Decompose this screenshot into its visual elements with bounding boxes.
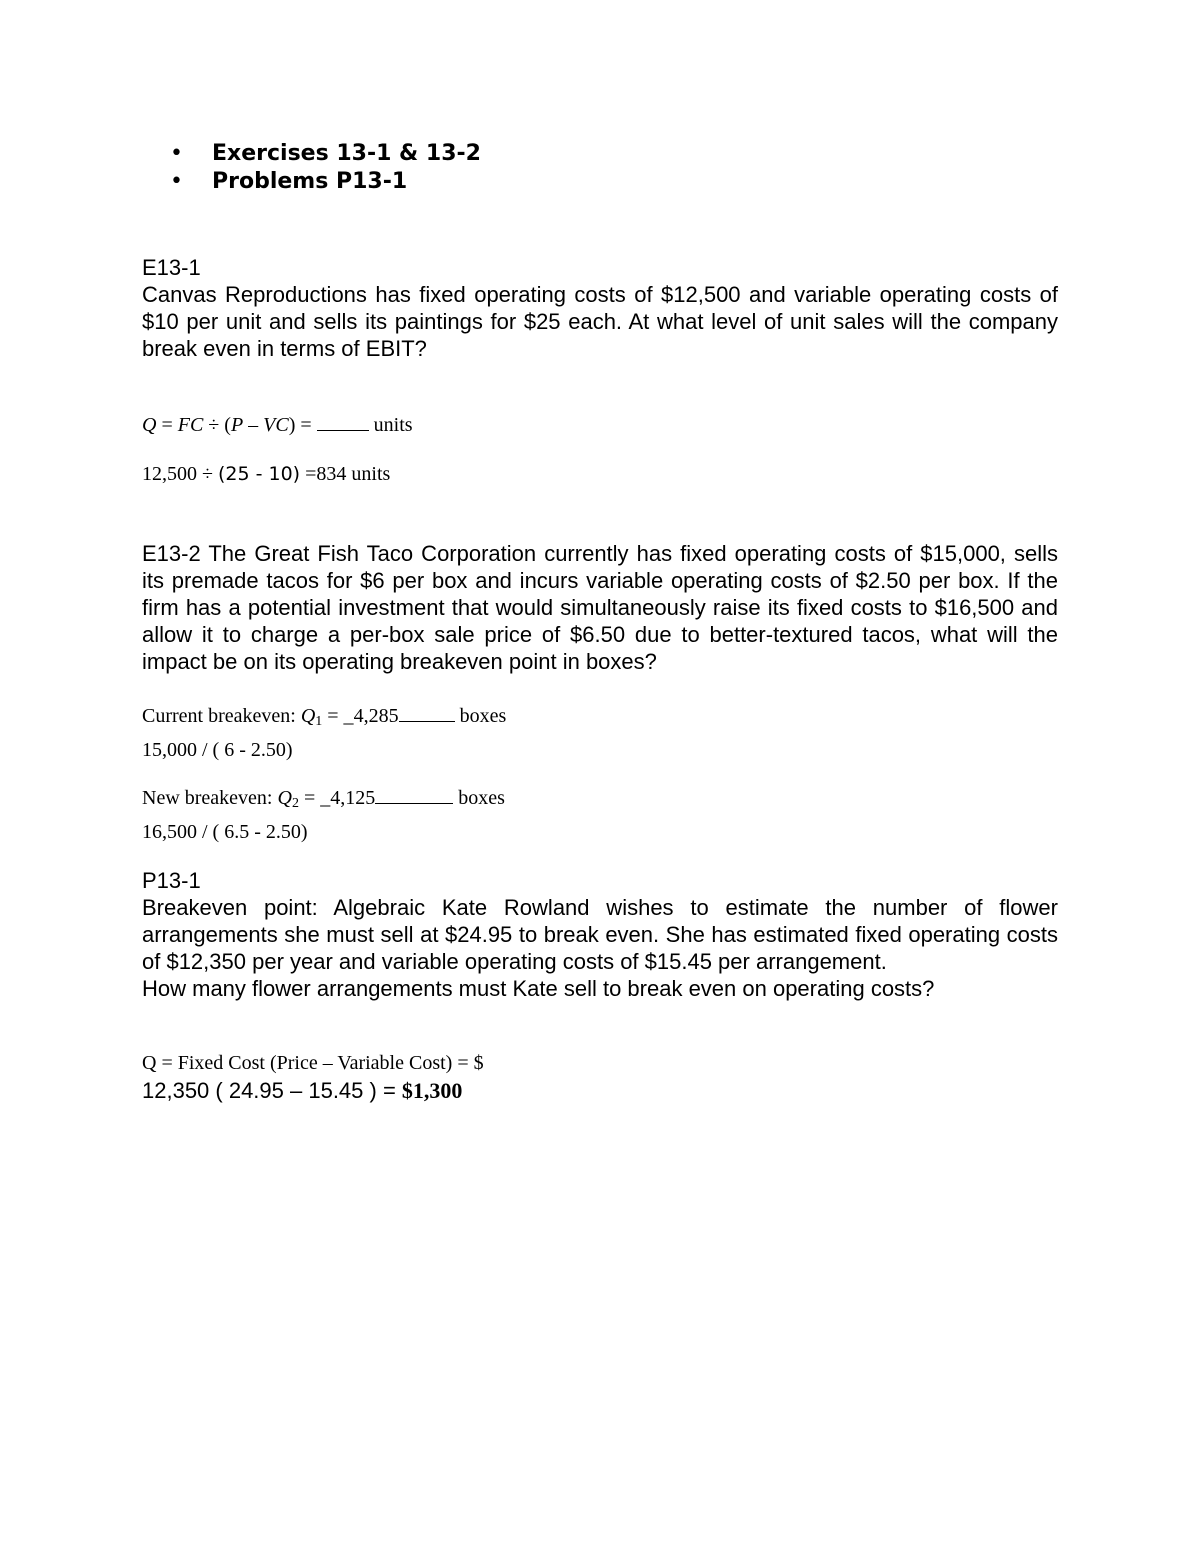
answer-blank [317, 412, 369, 431]
e13-2-question: E13-2 The Great Fish Taco Corporation currently has fixed operating costs of $15,000, sells its premade tacos for $6 per box and incurs variable operating costs of $2.50 per box. If the firm has a potential investment that would simultaneously raise its fixed costs to $16,500 and allow it to charge a per-box sale price of $6.50 due to better-textured tacos, what will the impact be on its operating breakeven point in boxes? [142, 541, 1058, 674]
p13-1-prompt: How many flower arrangements must Kate sell to break even on operating costs? [142, 976, 935, 1001]
bullet-list [170, 140, 481, 196]
bullet-icon: • [170, 169, 183, 194]
p13-1-heading: P13-1 [142, 868, 201, 893]
e13-1-question: Canvas Reproductions has fixed operating costs of $12,500 and variable operating costs of $10 per unit and sells its paintings for $25 each. At what level of unit sales will the company break even in terms of EBIT? [142, 282, 1058, 361]
p13-1-answer: 12,350 ( 24.95 – 15.45 ) = $1,300 [142, 1078, 463, 1103]
bullet-icon: • [170, 141, 183, 166]
e13-1-answer: 12,500 ÷ (25 - 10) =834 units [142, 463, 391, 485]
p13-1-question: Breakeven point: Algebraic Kate Rowland wishes to estimate the number of flower arrangements she must sell at $24.95 to break even. She has estimated fixed operating costs of $12,350 per year and variable operating costs of $15.45 per arrangement. [142, 895, 1058, 974]
e13-2-new-breakeven: New breakeven: $Q_2$ = _4,125 boxes 16,500 / ( 6.5 - 2.50) [142, 787, 505, 843]
current-breakeven-value: 4,285 [353, 705, 399, 727]
p13-1-answer-value: $1,300 [401, 1078, 463, 1103]
p13-1-formula: Q = Fixed Cost (Price – Variable Cost) = $ [142, 1052, 484, 1074]
e13-1-formula: Q = FC ÷ (P – VC) = units [142, 414, 413, 436]
e13-1-heading: E13-1 [142, 255, 201, 280]
bullet-item-exercises: • Exercises 13-1 & 13-2 [170, 141, 481, 166]
e13-2-current-breakeven: Current breakeven: $Q_1$ = _4,285 boxes 15,000 / ( 6 - 2.50) [142, 705, 507, 761]
bullet-item-problems: • Problems P13-1 [170, 169, 408, 194]
new-breakeven-value: 4,125 [330, 787, 376, 809]
